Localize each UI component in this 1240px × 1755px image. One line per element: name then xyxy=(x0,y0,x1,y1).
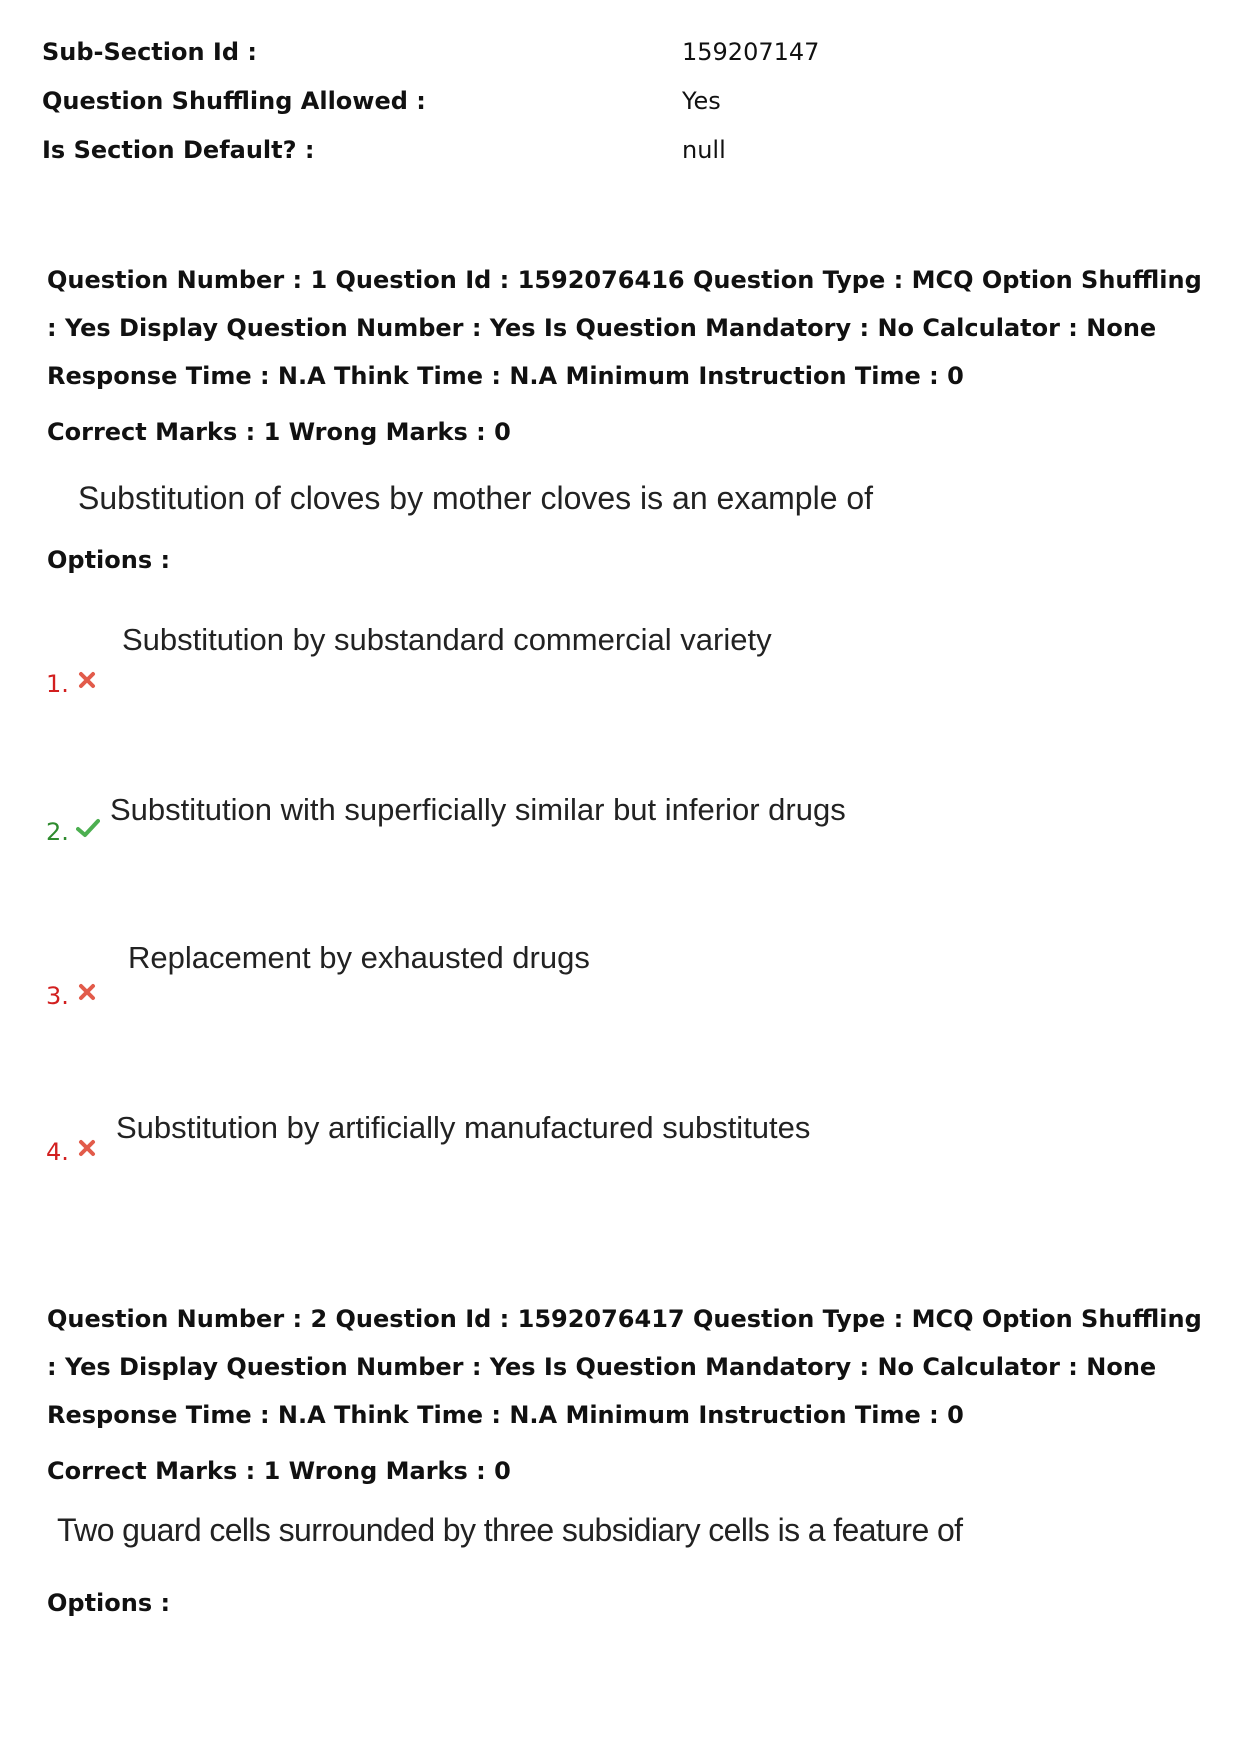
question-shuffling-row xyxy=(42,87,1192,127)
option-text: Substitution with superficially similar but inferior drugs xyxy=(110,792,846,827)
option-number: 3. xyxy=(46,982,69,1010)
question-1-options-label: Options : xyxy=(47,546,171,574)
option-number: 1. xyxy=(46,670,69,698)
check-icon xyxy=(76,818,100,838)
cross-icon xyxy=(77,670,97,690)
section-default-label: Is Section Default? : xyxy=(42,136,315,164)
question-1-text: Substitution of cloves by mother cloves is an example of xyxy=(78,480,874,516)
option-number: 4. xyxy=(46,1138,69,1166)
question-shuffling-value: Yes xyxy=(682,87,721,115)
question-2-marks: Correct Marks : 1 Wrong Marks : 0 xyxy=(47,1457,511,1485)
cross-icon xyxy=(77,1138,97,1158)
question-2-options-label: Options : xyxy=(47,1589,171,1617)
question-shuffling-label: Question Shuffling Allowed : xyxy=(42,87,426,115)
section-default-row xyxy=(42,136,1192,176)
question-2-text: Two guard cells surrounded by three subsidiary cells is a feature of xyxy=(57,1512,963,1548)
option-text: Substitution by artificially manufactured substitutes xyxy=(116,1110,811,1145)
section-default-value: null xyxy=(682,136,726,164)
option-text: Replacement by exhausted drugs xyxy=(128,940,590,975)
option-number: 2. xyxy=(46,818,69,846)
question-1-marks: Correct Marks : 1 Wrong Marks : 0 xyxy=(47,418,511,446)
question-1-header: Question Number : 1 Question Id : 1592076416 Question Type : MCQ Option Shuffling : Yes Display Question Number : Yes Is Question Mandatory : No Calculator : None Response Time : N.A Think Time : N.A Minimum Instruction Time : 0 xyxy=(47,266,1202,390)
question-2-header: Question Number : 2 Question Id : 1592076417 Question Type : MCQ Option Shuffling : Yes Display Question Number : Yes Is Question Mandatory : No Calculator : None Response Time : N.A Think Time : N.A Minimum Instruction Time : 0 xyxy=(47,1305,1202,1429)
sub-section-id-label: Sub-Section Id : xyxy=(42,38,257,66)
sub-section-id-value: 159207147 xyxy=(682,38,820,66)
sub-section-id-row xyxy=(42,38,1192,78)
cross-icon xyxy=(77,982,97,1002)
option-text: Substitution by substandard commercial variety xyxy=(122,622,772,657)
